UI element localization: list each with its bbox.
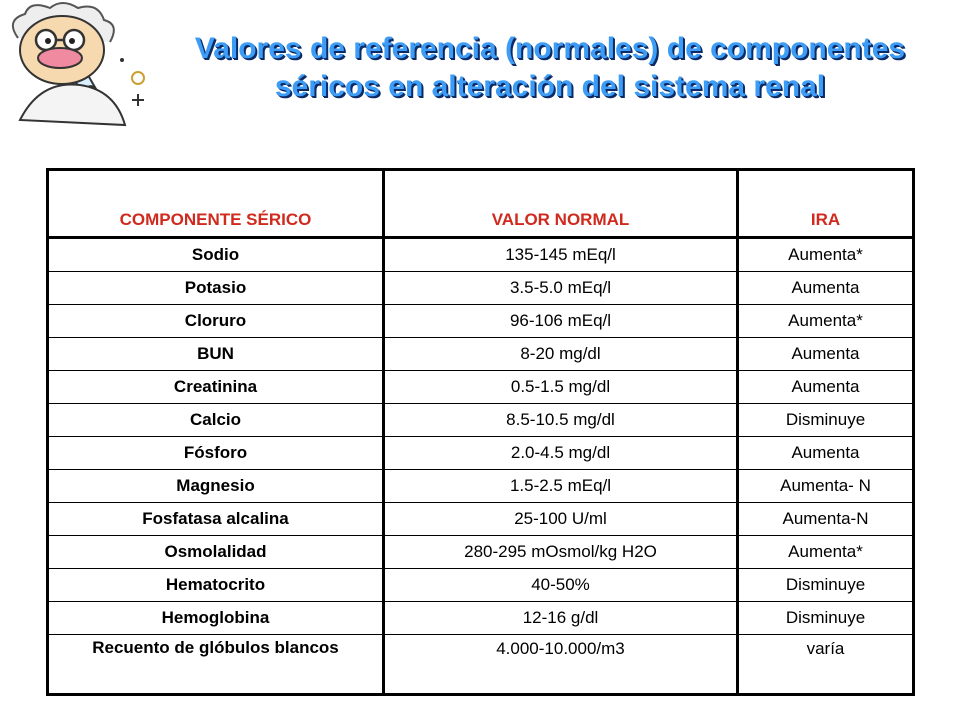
cell-valor: 1.5-2.5 mEq/l (384, 470, 738, 503)
cell-valor: 12-16 g/dl (384, 602, 738, 635)
cell-componente: BUN (48, 338, 384, 371)
table-row (48, 338, 914, 371)
cell-ira: Aumenta-N (738, 503, 914, 536)
cell-ira: Disminuye (738, 602, 914, 635)
reference-values-table-container (46, 168, 912, 696)
header-valor-normal: VALOR NORMAL (384, 170, 738, 238)
table-row (48, 470, 914, 503)
cell-ira: Disminuye (738, 569, 914, 602)
cell-valor: 2.0-4.5 mg/dl (384, 437, 738, 470)
table-row (48, 503, 914, 536)
cell-ira: varía (738, 635, 914, 695)
cell-componente: Cloruro (48, 305, 384, 338)
scientist-cartoon-icon (0, 0, 160, 130)
cell-componente: Potasio (48, 272, 384, 305)
cell-valor: 8.5-10.5 mg/dl (384, 404, 738, 437)
cell-ira: Aumenta* (738, 305, 914, 338)
cell-ira: Aumenta- N (738, 470, 914, 503)
table-row (48, 602, 914, 635)
cell-valor: 96-106 mEq/l (384, 305, 738, 338)
cell-componente: Osmolalidad (48, 536, 384, 569)
table-row (48, 272, 914, 305)
table-row (48, 371, 914, 404)
header-componente: COMPONENTE SÉRICO (48, 170, 384, 238)
cell-componente: Magnesio (48, 470, 384, 503)
cell-valor: 4.000-10.000/m3 (384, 635, 738, 695)
cell-ira: Disminuye (738, 404, 914, 437)
cell-componente: Creatinina (48, 371, 384, 404)
table-row (48, 569, 914, 602)
cell-ira: Aumenta (738, 272, 914, 305)
table-row (48, 404, 914, 437)
page-title: Valores de referencia (normales) de componentes séricos en alteración del sistema renal (194, 32, 906, 103)
table-row (48, 437, 914, 470)
cell-componente: Recuento de glóbulos blancos (48, 635, 384, 695)
cell-valor: 8-20 mg/dl (384, 338, 738, 371)
table-row (48, 635, 914, 695)
cell-valor: 0.5-1.5 mg/dl (384, 371, 738, 404)
table-row (48, 305, 914, 338)
cell-componente: Hemoglobina (48, 602, 384, 635)
cell-valor: 40-50% (384, 569, 738, 602)
cell-valor: 135-145 mEq/l (384, 238, 738, 272)
cell-ira: Aumenta (738, 437, 914, 470)
cell-ira: Aumenta (738, 371, 914, 404)
table-row (48, 238, 914, 272)
cell-componente: Calcio (48, 404, 384, 437)
cell-componente: Fosfatasa alcalina (48, 503, 384, 536)
cell-valor: 280-295 mOsmol/kg H2O (384, 536, 738, 569)
cell-valor: 3.5-5.0 mEq/l (384, 272, 738, 305)
cell-componente: Fósforo (48, 437, 384, 470)
header-ira: IRA (738, 170, 914, 238)
cell-componente: Hematocrito (48, 569, 384, 602)
cell-ira: Aumenta* (738, 536, 914, 569)
cell-valor: 25-100 U/ml (384, 503, 738, 536)
cell-componente: Sodio (48, 238, 384, 272)
table-row (48, 536, 914, 569)
cell-ira: Aumenta* (738, 238, 914, 272)
cell-ira: Aumenta (738, 338, 914, 371)
reference-values-table (46, 168, 915, 696)
table-header-row (48, 170, 914, 238)
